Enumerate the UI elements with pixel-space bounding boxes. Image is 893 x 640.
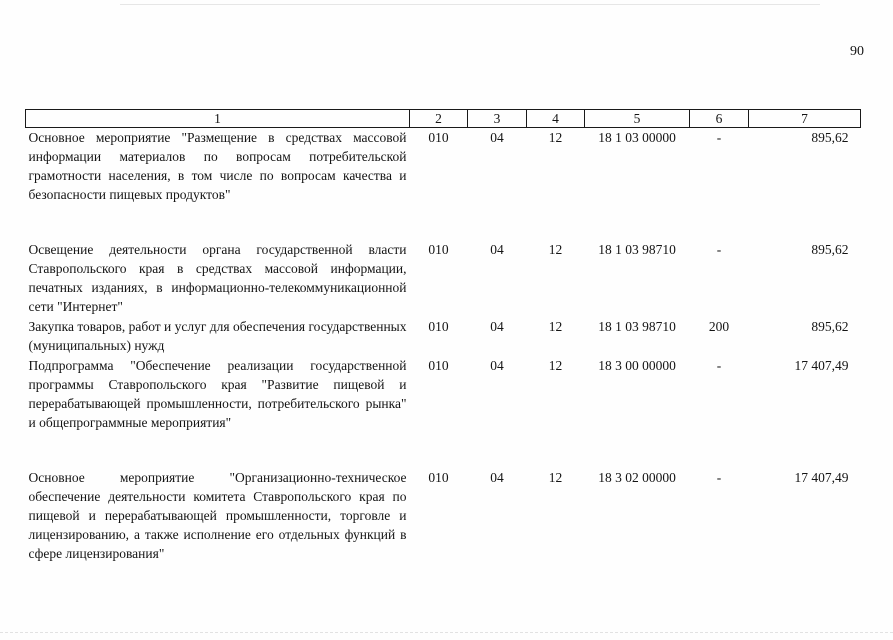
row-description: Основное мероприятие "Организационно-техническое обеспечение деятельности комитета Ставропольского края по пищевой и перерабатывающей промышленности, торговле и лицензированию, а также исполнение его отдельных функций в сфере лицензирования": [28, 470, 407, 561]
cell-section: 04: [490, 358, 504, 373]
row-description: Подпрограмма "Обеспечение реализации государственной программы Ставропольского края "Развитие пищевой и перерабатывающей промышленности, потребительского рынка" и общепрограммные мероприятия": [28, 358, 407, 430]
row-description: Основное мероприятие "Размещение в средствах массовой информации материалов по вопросам потребительской грамотности населения, в том числе по вопросам качества и безопасности пищевых продуктов": [28, 130, 407, 202]
col-header-5: 5: [585, 110, 690, 128]
col-header-6: 6: [690, 110, 749, 128]
cell-target-article: 18 3 02 00000: [598, 470, 676, 485]
table-row: [26, 240, 861, 317]
cell-amount: 17 407,49: [794, 470, 849, 485]
cell-target-article: 18 3 00 00000: [598, 358, 676, 373]
col-header-1: 1: [26, 110, 410, 128]
cell-expense-type: -: [716, 242, 722, 257]
table-row: [26, 128, 861, 241]
cell-ministry-code: 010: [428, 358, 449, 373]
scan-artifact-top: [120, 4, 820, 5]
page-number: 90: [850, 44, 864, 59]
scan-artifact-bottom: [0, 632, 893, 633]
cell-section: 04: [490, 242, 504, 257]
table-row: [26, 317, 861, 356]
cell-target-article: 18 1 03 98710: [598, 319, 676, 334]
table-row: [26, 468, 861, 563]
col-header-3: 3: [468, 110, 527, 128]
table-row: [26, 356, 861, 468]
cell-amount: 17 407,49: [794, 358, 849, 373]
budget-table: [25, 109, 861, 563]
col-header-4: 4: [527, 110, 585, 128]
cell-expense-type: -: [716, 130, 722, 145]
cell-amount: 895,62: [811, 242, 849, 257]
cell-expense-type: 200: [708, 319, 730, 334]
cell-expense-type: -: [716, 358, 722, 373]
col-header-7: 7: [749, 110, 861, 128]
col-header-2: 2: [410, 110, 468, 128]
row-description: Закупка товаров, работ и услуг для обеспечения государственных (муниципальных) нужд: [28, 319, 407, 353]
header-row: [26, 110, 861, 128]
cell-subsection: 12: [548, 319, 563, 334]
row-description: Освещение деятельности органа государственной власти Ставропольского края в средствах массовой информации, печатных изданиях, в информационно-телекоммуникационной сети "Интернет": [28, 242, 407, 314]
cell-ministry-code: 010: [428, 242, 449, 257]
cell-ministry-code: 010: [428, 470, 449, 485]
cell-ministry-code: 010: [428, 130, 449, 145]
cell-section: 04: [490, 130, 504, 145]
cell-target-article: 18 1 03 98710: [598, 242, 676, 257]
cell-target-article: 18 1 03 00000: [598, 130, 676, 145]
cell-subsection: 12: [548, 470, 563, 485]
cell-subsection: 12: [548, 130, 563, 145]
cell-subsection: 12: [548, 242, 563, 257]
cell-section: 04: [490, 470, 504, 485]
cell-section: 04: [490, 319, 504, 334]
cell-subsection: 12: [548, 358, 563, 373]
cell-amount: 895,62: [811, 130, 849, 145]
cell-expense-type: -: [716, 470, 722, 485]
cell-ministry-code: 010: [428, 319, 449, 334]
cell-amount: 895,62: [811, 319, 849, 334]
